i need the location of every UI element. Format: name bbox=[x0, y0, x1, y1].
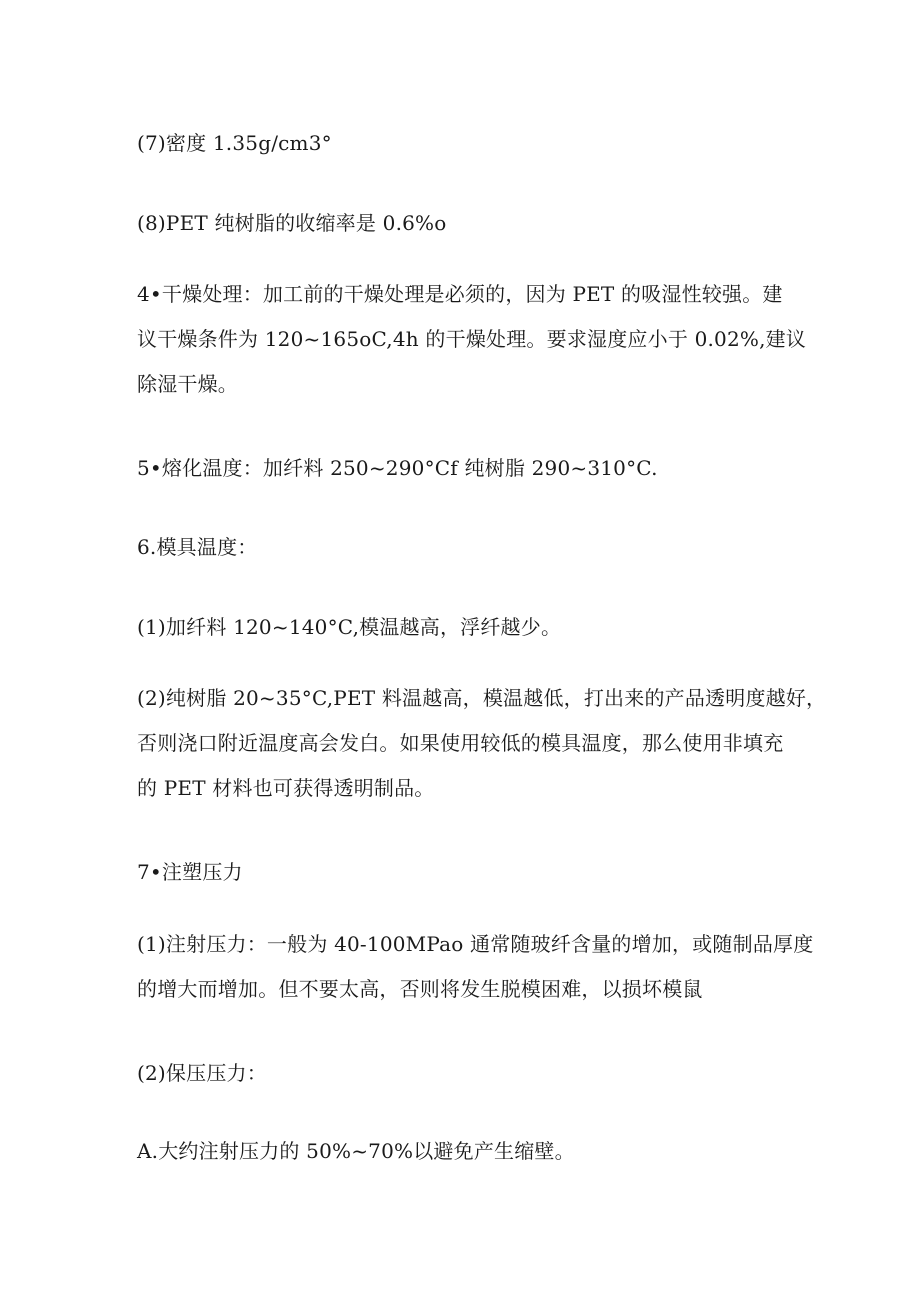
text-line: (7)密度 1.35g/cm3° bbox=[137, 131, 332, 155]
text-line: 4•干燥处理：加工前的干燥处理是必须的，因为 PET 的吸湿性较强。建 bbox=[137, 282, 783, 306]
paragraph-melt-temperature bbox=[137, 448, 799, 488]
text-line: 5•熔化温度：加纤料 250~290°Cf 纯树脂 290~310°C. bbox=[137, 456, 658, 480]
text-line: (1)加纤料 120~140°C,模温越高，浮纤越少。 bbox=[137, 615, 562, 639]
text-line: (8)PET 纯树脂的收缩率是 0.6%o bbox=[137, 211, 447, 235]
text-line: 除湿干燥。 bbox=[137, 372, 238, 396]
text-line: 的增大而增加。但不要太高，否则将发生脱模困难，以损坏模鼠 bbox=[137, 977, 703, 1001]
paragraph-shrinkage bbox=[137, 203, 799, 243]
text-line: (2)保压压力： bbox=[137, 1061, 267, 1085]
paragraph-injection-pressure-heading bbox=[137, 852, 799, 892]
text-line: 7•注塑压力 bbox=[137, 860, 243, 884]
paragraph-holding-pressure-a bbox=[137, 1131, 799, 1171]
text-line: 否则浇口附近温度高会发白。如果使用较低的模具温度，那么使用非填充 bbox=[137, 731, 784, 755]
text-line: 6.模具温度： bbox=[137, 535, 258, 559]
text-line: 的 PET 材料也可获得透明制品。 bbox=[137, 776, 435, 800]
text-line: 议干燥条件为 120~165oC,4h 的干燥处理。要求湿度应小于 0.02%,建议 bbox=[137, 327, 807, 351]
paragraph-density bbox=[137, 123, 799, 163]
text-line: A.大约注射压力的 50%~70%以避免产生缩壁。 bbox=[137, 1139, 575, 1163]
paragraph-holding-pressure-heading bbox=[137, 1053, 799, 1093]
paragraph-injection-pressure bbox=[137, 922, 814, 1012]
paragraph-drying bbox=[137, 272, 807, 407]
paragraph-filled-material bbox=[137, 607, 799, 647]
text-line: (2)纯树脂 20~35°C,PET 料温越高，模温越低，打出来的产品透明度越好， bbox=[137, 686, 827, 710]
paragraph-pure-resin bbox=[137, 676, 827, 811]
text-line: (1)注射压力：一般为 40-100MPao 通常随玻纤含量的增加，或随制品厚度 bbox=[137, 932, 814, 956]
paragraph-mold-temperature-heading bbox=[137, 527, 799, 567]
